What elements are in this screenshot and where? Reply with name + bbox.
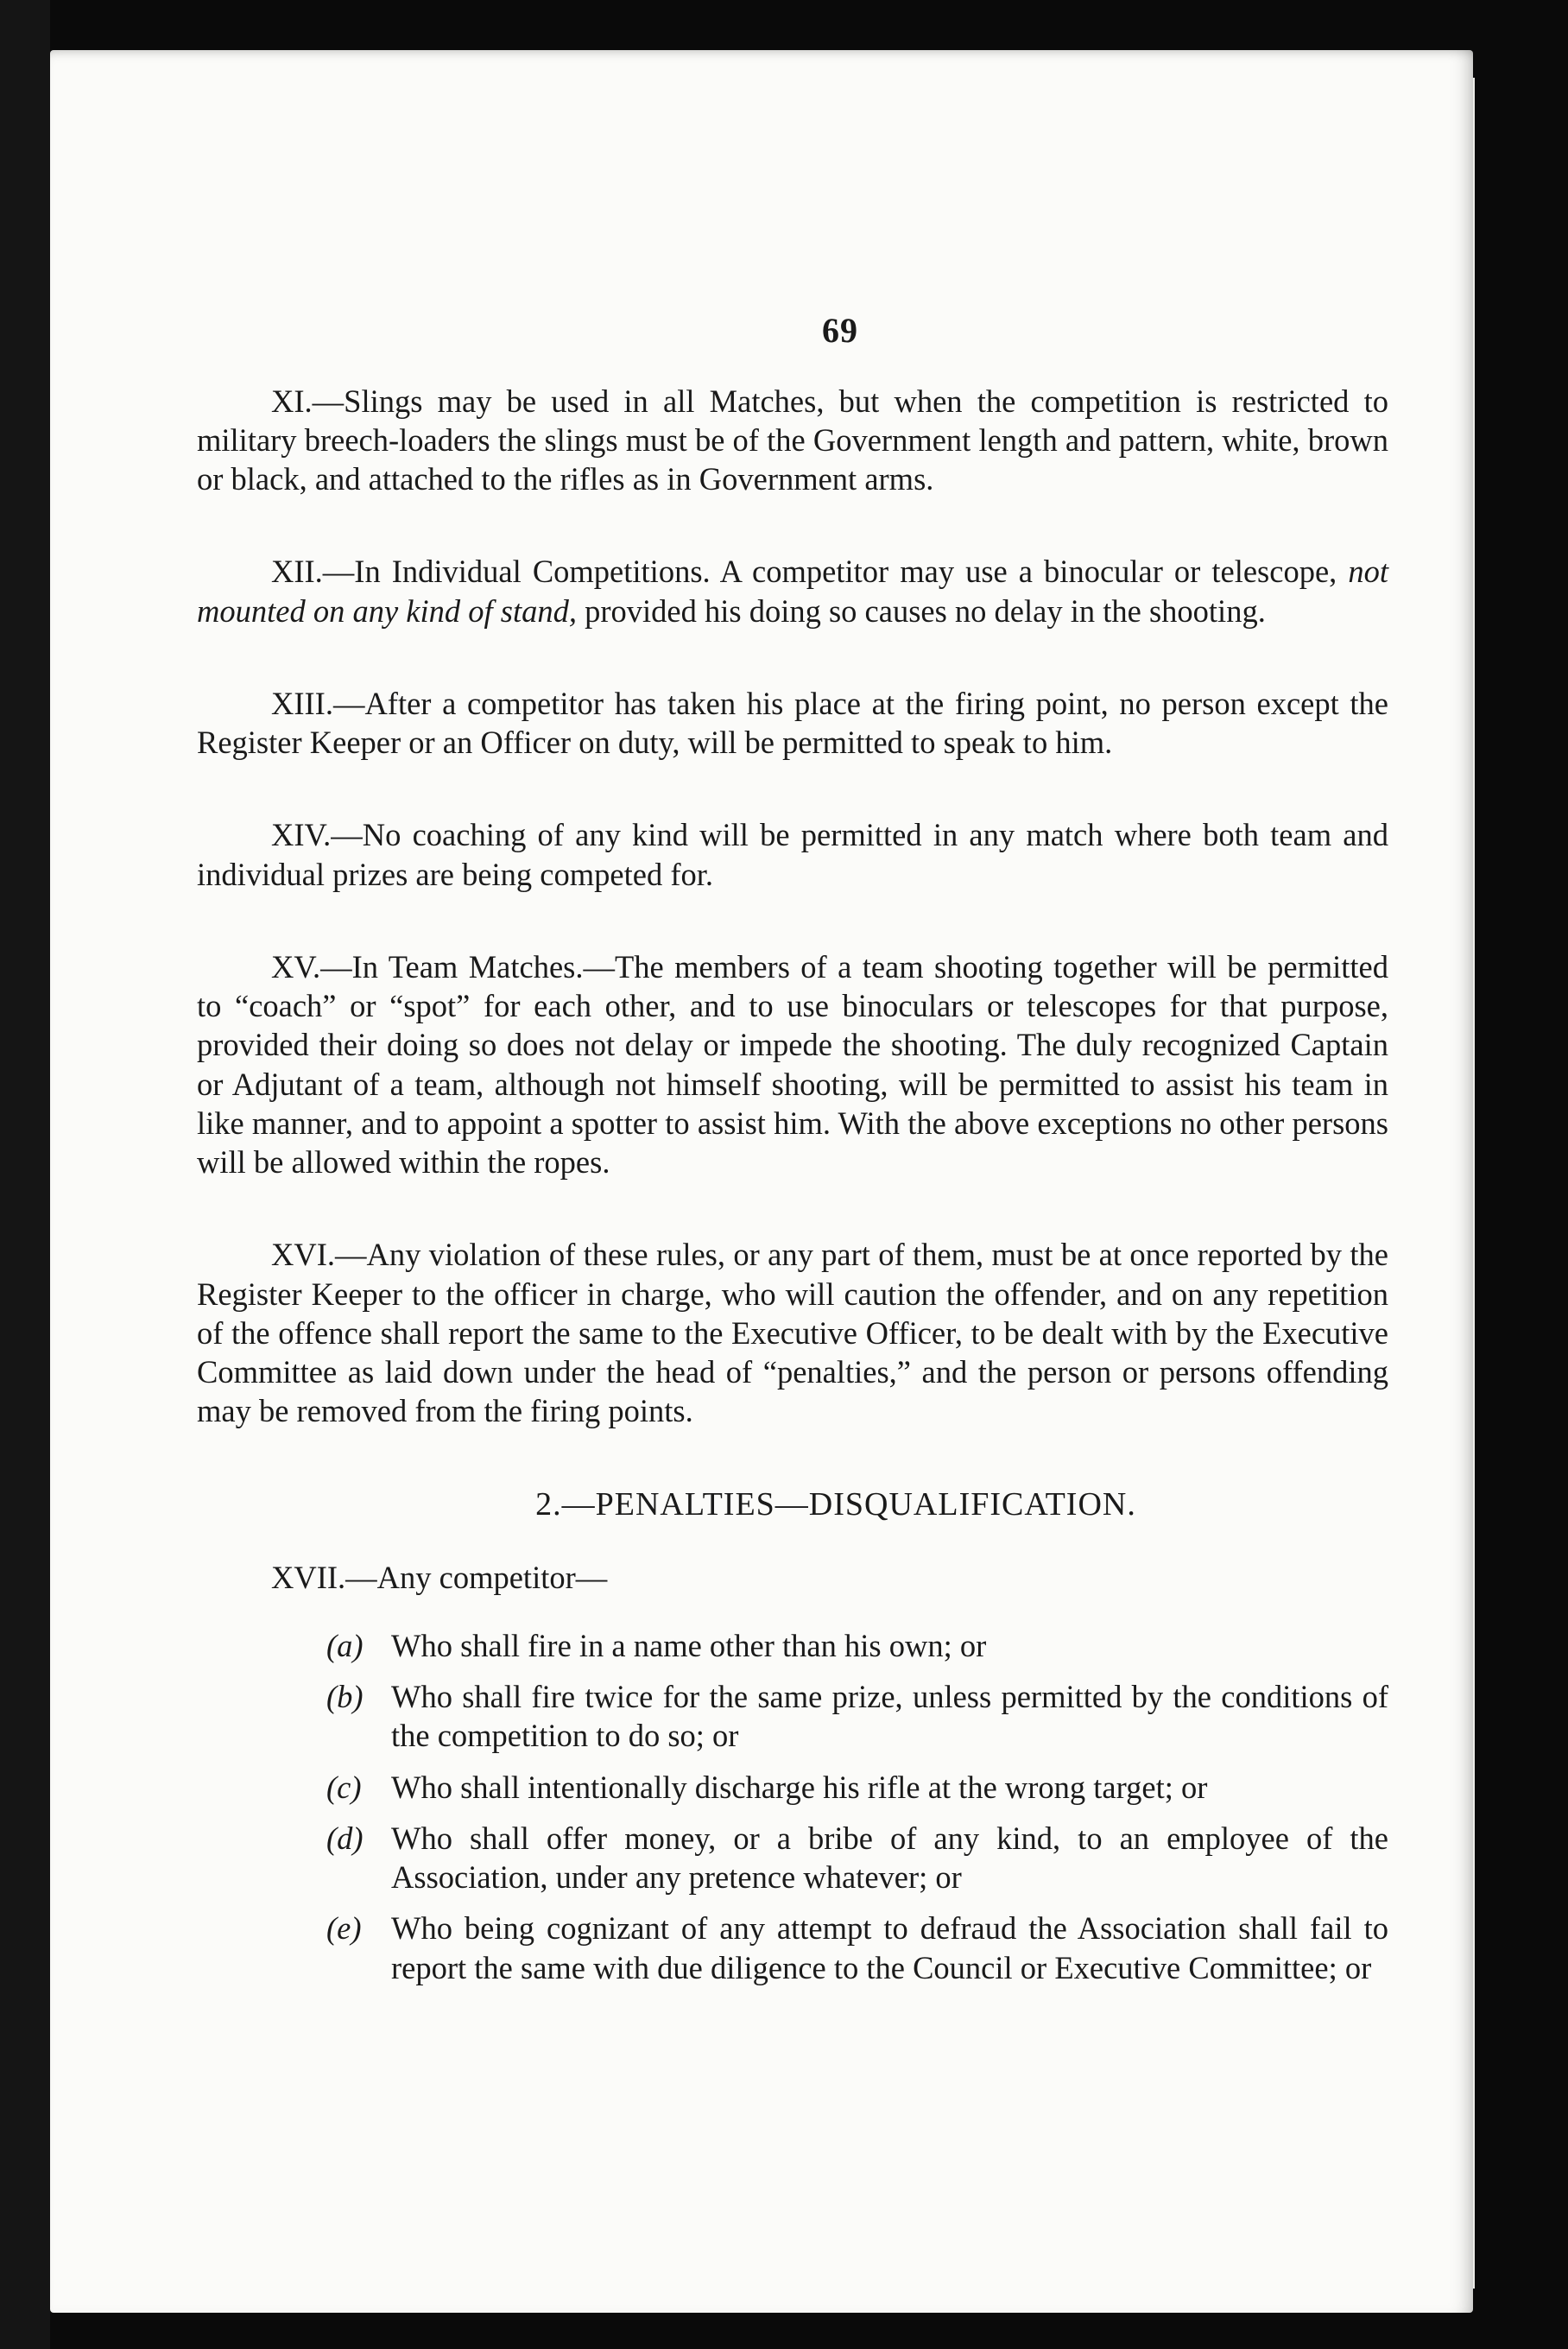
rule-numeral: XII. <box>271 554 323 590</box>
page-number: 69 <box>822 311 858 350</box>
rule-text: —Any violation of these rules, or any part of them, must be at once reported by the Register Keeper to the officer in charge, who will caution the offender, and on any repetition of the offence shall report the same to the Executive Officer, to be dealt with by the Executive Committee as laid down under the head of “penalties,” and the person or persons offending may be removed from the firing points. <box>197 1237 1388 1429</box>
item-label: (a) <box>326 1627 364 1663</box>
item-text: Who being cognizant of any attempt to defraud the Association shall fail to report the same with due diligence to the Council or Executive Committee; or <box>391 1910 1388 1985</box>
item-label: (b) <box>326 1679 364 1715</box>
item-label: (d) <box>326 1820 364 1856</box>
rule-xiv <box>197 815 1388 894</box>
list-item <box>197 1768 1388 1807</box>
list-item <box>197 1819 1388 1897</box>
section-heading: 2.—PENALTIES—DISQUALIFICATION. <box>535 1485 1136 1523</box>
item-text: Who shall offer money, or a bribe of any kind, to an employee of the Association, under any pretence whatever; or <box>391 1820 1388 1896</box>
rule-xii <box>197 552 1388 630</box>
rule-text: —In Team Matches.—The members of a team shooting together will be permitted to “coach” or “spot” for each other, and to use binoculars or telescopes for that purpose, provided their doing so does not delay or impede the shooting. The duly recognized Captain or Adjutant of a team, although not himself shooting, will be permitted to assist his team in like manner, and to appoint a spotter to assist him. With the above exceptions no other persons will be allowed within the ropes. <box>197 948 1388 1181</box>
item-text: Who shall intentionally discharge his rifle at the wrong target; or <box>391 1769 1208 1805</box>
item-text: Who shall fire in a name other than his own; or <box>391 1627 987 1663</box>
book-page <box>50 50 1473 2313</box>
item-text: Who shall fire twice for the same prize, unless permitted by the conditions of the competition to do so; or <box>391 1679 1388 1754</box>
item-label: (c) <box>326 1769 362 1805</box>
rule-xvi <box>197 1235 1388 1430</box>
rule-xvii <box>197 1558 1388 1597</box>
list-item <box>197 1626 1388 1665</box>
rule-text: provided his doing so causes no delay in the shooting. <box>576 592 1266 629</box>
rule-numeral: XV. <box>271 948 321 985</box>
rule-numeral: XIV. <box>271 817 332 853</box>
rule-text: —Any competitor— <box>345 1559 608 1595</box>
rule-text: —No coaching of any kind will be permitted in any match where both team and individual prizes are being competed for. <box>197 817 1388 892</box>
rule-numeral: XIII. <box>271 685 333 721</box>
rule-xi <box>197 382 1388 499</box>
rule-xv <box>197 947 1388 1182</box>
book-gutter-shadow <box>0 0 50 2349</box>
list-item <box>197 1909 1388 1987</box>
page-content <box>197 309 1388 1999</box>
rule-text: —Slings may be used in all Matches, but when the competition is restricted to military breech-loaders the slings must be of the Government length and pattern, white, brown or black, and attached to the rifles as in Government arms. <box>197 383 1388 497</box>
rule-text-italic: not mounted on any kind of stand, <box>197 554 1388 629</box>
rule-text: —In Individual Competitions. A competitor may use a binocular or telescope, <box>322 554 1349 590</box>
rule-xiii <box>197 684 1388 763</box>
rule-numeral: XVII. <box>271 1559 346 1595</box>
rule-text: —After a competitor has taken his place at the firing point, no person except the Register Keeper or an Officer on duty, will be permitted to speak to him. <box>197 685 1388 761</box>
rule-numeral: XVI. <box>271 1237 335 1273</box>
rule-numeral: XI. <box>271 383 313 419</box>
list-item <box>197 1677 1388 1756</box>
item-label: (e) <box>326 1910 362 1947</box>
